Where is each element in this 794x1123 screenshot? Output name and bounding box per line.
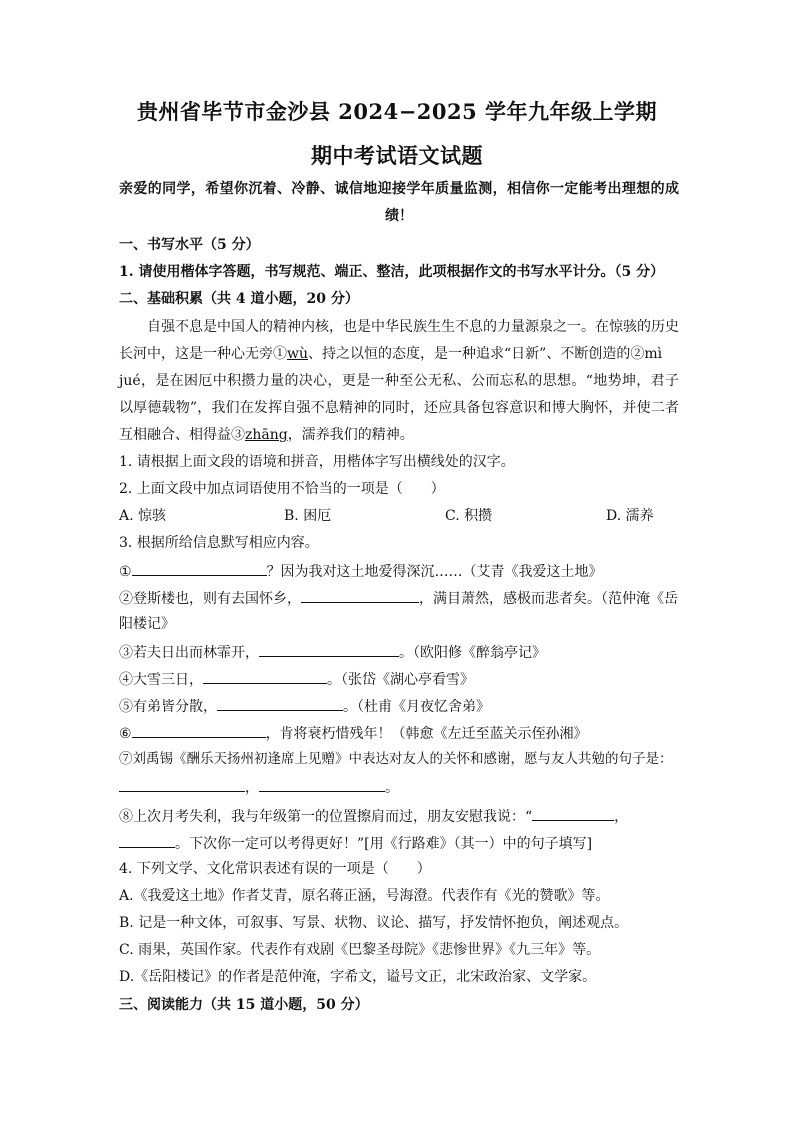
intro-line1: 亲爱的同学，希望你沉着、冷静、诚信地迎接学年质量监测，相信你一定能考出理想的成 — [119, 181, 679, 197]
dictation-7: ⑦刘禹锡《酬乐天扬州初逢席上见赠》中表达对友人的关怀和感谢，愿与友人共勉的句子是： — [119, 751, 673, 767]
answer-blank[interactable] — [259, 777, 385, 792]
answer-blank[interactable] — [301, 588, 419, 603]
answer-blank[interactable] — [532, 806, 614, 821]
dictation-5: ⑤有弟皆分散， 。（杜甫《月夜忆舍弟》 — [119, 696, 679, 716]
dictation-7-answers: ， 。 — [119, 777, 679, 797]
answer-blank[interactable] — [259, 642, 399, 657]
passage-line5: 互相融合、相得益③zhāng，濡养我们的精神。 — [119, 427, 414, 443]
dictation-8: ⑧上次月考失利，我与年级第一的位置擦肩而过，朋友安慰我说：“ ， — [119, 806, 679, 826]
question-4-option-c: C. 雨果，英国作家。代表作有戏剧《巴黎圣母院》《悲惨世界》《九三年》等。 — [119, 942, 601, 958]
answer-blank[interactable] — [217, 696, 343, 711]
question-4-option-a: A.《我爱这土地》作者艾青，原名蒋正涵，号海澄。代表作有《光的赞歌》等。 — [119, 888, 610, 904]
option-c: C. 积攒 — [445, 508, 493, 524]
section1-item: 1. 请使用楷体字答题，书写规范、端正、整洁，此项根据作文的书写水平计分。（5 分） — [119, 264, 665, 280]
passage-line3: jué，是在困厄中积攒力量的决心，更是一种至公无私、公而忘私的思想。“地势坤，君子 — [119, 373, 679, 389]
dictation-6: ⑥ ，肯将衰朽惜残年！（韩愈《左迁至蓝关示侄孙湘》 — [119, 723, 679, 743]
option-a: A. 惊骇 — [119, 508, 167, 524]
passage-line1: 自强不息是中国人的精神内核，也是中华民族生生不息的力量源泉之一。在惊骇的历史 — [147, 319, 679, 335]
answer-blank[interactable] — [119, 777, 245, 792]
question-1: 1. 请根据上面文段的语境和拼音，用楷体字写出横线处的汉字。 — [119, 454, 515, 470]
option-d: D. 濡养 — [606, 508, 654, 524]
answer-blank[interactable] — [132, 561, 267, 576]
question-4-stem: 4. 下列文学、文化常识表述有误的一项是（ ） — [119, 861, 431, 877]
section1-heading: 一、书写水平（5 分） — [119, 237, 260, 253]
question-2-stem: 2. 上面文段中加点词语使用不恰当的一项是（ ） — [119, 481, 445, 497]
exam-title-line2: 期中考试语文试题 — [311, 143, 483, 168]
pinyin-zhang: zhāng — [245, 427, 288, 443]
dictation-2: ②登斯楼也，则有去国怀乡， ，满目萧然，感极而悲者矣。（范仲淹《岳 — [119, 588, 679, 608]
dictation-2-cont: 阳楼记》 — [119, 616, 175, 632]
passage-line2: 长河中，这是一种心无旁①wù、持之以恒的态度，是一种追求“日新”、不断创造的②mì — [119, 346, 663, 362]
option-b: B. 困厄 — [284, 508, 332, 524]
answer-blank[interactable] — [132, 723, 266, 738]
dictation-1: ① ？因为我对这土地爱得深沉……（艾青《我爱这土地》 — [119, 561, 679, 581]
passage-line4: 以厚德载物”，我们在发挥自强不息精神的同时，还应具备包容意识和博大胸怀，并使二者 — [119, 400, 679, 416]
answer-blank[interactable] — [203, 669, 327, 684]
section2-heading: 二、基础积累（共 4 道小题，20 分） — [119, 291, 359, 307]
dictation-4: ④大雪三日， 。（张岱《湖心亭看雪》 — [119, 669, 679, 689]
exam-title-line1: 贵州省毕节市金沙县 2024−2025 学年九年级上学期 — [136, 99, 658, 124]
question-4-option-b: B. 记是一种文体，可叙事、写景、状物、议论、描写，抒发情怀抱负，阐述观点。 — [119, 915, 629, 931]
pinyin-wu: wù — [287, 346, 308, 362]
answer-blank[interactable] — [119, 833, 175, 848]
question-4-option-d: D.《岳阳楼记》的作者是范仲淹，字希文，谥号文正，北宋政治家、文学家。 — [119, 969, 597, 985]
dictation-3: ③若夫日出而林霏开， 。（欧阳修《醉翁亭记》 — [119, 642, 679, 662]
dictation-8-cont: 。下次你一定可以考得更好！”[用《行路难》（其一）中的句子填写] — [119, 833, 679, 853]
intro-line2: 绩！ — [385, 208, 413, 224]
question-2-options — [119, 507, 679, 525]
question-3-stem: 3. 根据所给信息默写相应内容。 — [119, 535, 319, 551]
section3-heading: 三、阅读能力（共 15 道小题，50 分） — [119, 997, 369, 1013]
